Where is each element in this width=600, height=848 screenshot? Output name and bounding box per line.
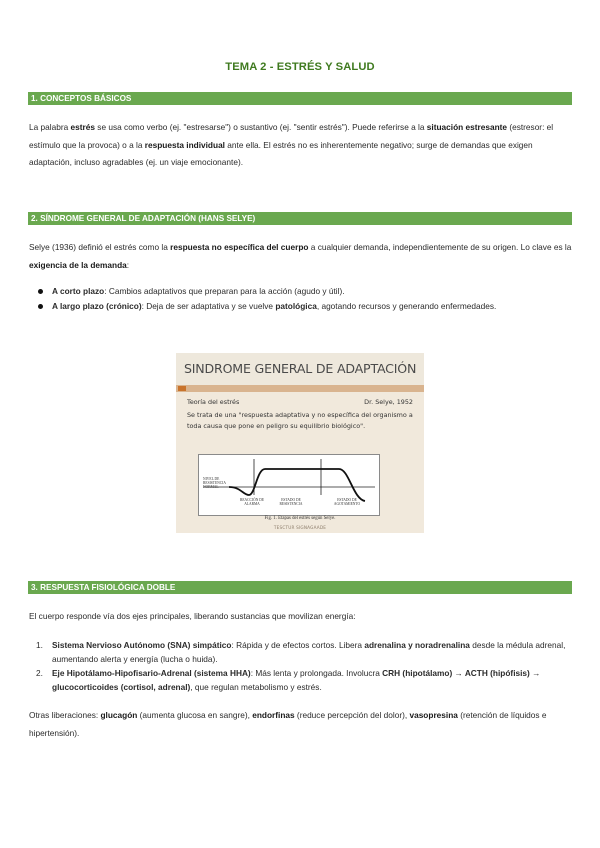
- slide-author-label: Dr. Selye, 1952: [364, 398, 413, 406]
- slide-heading: SINDROME GENERAL DE ADAPTACIÓN: [176, 353, 424, 385]
- paragraph-otras-liberaciones: Otras liberaciones: glucagón (aumenta glucosa en sangre), endorfinas (reduce percepción del dolor), vasopresina (retención de líquidos e hipertensión).: [29, 710, 547, 738]
- list-item: 1. Sistema Nervioso Autónomo (SNA) simpático: Rápida y de efectos cortos. Libera adrenalina y noradrenalina desde la médula adrenal, aumentando alerta y energía (lucha o huida).: [36, 640, 566, 664]
- graph-label-baseline: NIVEL DE RESISTENCIA NORMAL: [203, 477, 226, 490]
- list-item: A largo plazo (crónico): Deja de ser adaptativa y se vuelve patológica, agotando recursos y generando enfermedades.: [38, 299, 573, 314]
- sga-slide-image: [176, 353, 424, 533]
- graph-caption: Fig. 1. Etapas del estrés según Selye.: [264, 516, 336, 521]
- slide-subtitle-row: [187, 398, 413, 406]
- list-number: 1.: [36, 640, 43, 650]
- graph-label-resistance: ESTADO DE RESISTENCIA: [279, 498, 303, 507]
- section-heading-sindrome: 2. SÍNDROME GENERAL DE ADAPTACIÓN (HANS SELYE): [28, 212, 572, 225]
- list-item: A corto plazo: Cambios adaptativos que preparan para la acción (agudo y útil).: [38, 284, 573, 299]
- numbered-list-ejes: [36, 639, 574, 695]
- bullet-list-plazos: [38, 284, 573, 313]
- document-title: TEMA 2 - ESTRÉS Y SALUD: [225, 61, 375, 73]
- slide-quote: Se trata de una "respuesta adaptativa y no específica del organismo a toda causa que pone en peligro su equilibrio biológico".: [187, 411, 413, 430]
- paragraph-selye: Selye (1936) definió el estrés como la respuesta no específica del cuerpo a cualquier demanda, independientemente de su origen. Lo clave es la exigencia de la demanda:: [29, 242, 572, 270]
- stress-phases-graph: [198, 454, 380, 516]
- slide-body: [176, 392, 424, 533]
- paragraph-respuesta-intro: El cuerpo responde vía dos ejes principales, liberando sustancias que movilizan energía:: [29, 611, 356, 621]
- list-item: 2. Eje Hipotálamo-Hipofisario-Adrenal (sistema HHA): Más lenta y prolongada. Involucra CRH (hipotálamo) → ACTH (hipófisis) → glucocorticoides (cortisol, adrenal), que regulan metabolismo y estrés.: [36, 668, 541, 692]
- resistance-curve: [229, 469, 365, 501]
- slide-theory-label: Teoría del estrés: [187, 398, 240, 406]
- paragraph-conceptos: La palabra estrés se usa como verbo (ej. "estresarse") o sustantivo (ej. "sentir estrés"). Puede referirse a la situación estresante (estresor: el estímulo que la provoca) o a la respuesta individual ante ella. El estrés no es inherentemente negativo; surge de demandas que exigen adaptación, incluso agradables (ej. un viaje emocionante).: [29, 122, 554, 167]
- bullet-dot-icon: [38, 289, 43, 294]
- list-number: 2.: [36, 668, 43, 679]
- slide-accent-strip: [176, 385, 424, 392]
- graph-label-exhaustion: ESTADO DE AGOTAMIENTO: [333, 498, 361, 507]
- slide-footer: TESCTUR SIGNAGAADE: [273, 525, 327, 530]
- section-heading-respuesta: 3. RESPUESTA FISIOLÓGICA DOBLE: [28, 581, 572, 594]
- section-heading-conceptos: 1. CONCEPTOS BÁSICOS: [28, 92, 572, 105]
- slide-tag-icon: [178, 386, 186, 391]
- bullet-dot-icon: [38, 304, 43, 309]
- graph-label-alarm: REACCIÓN DE ALARMA: [239, 498, 265, 507]
